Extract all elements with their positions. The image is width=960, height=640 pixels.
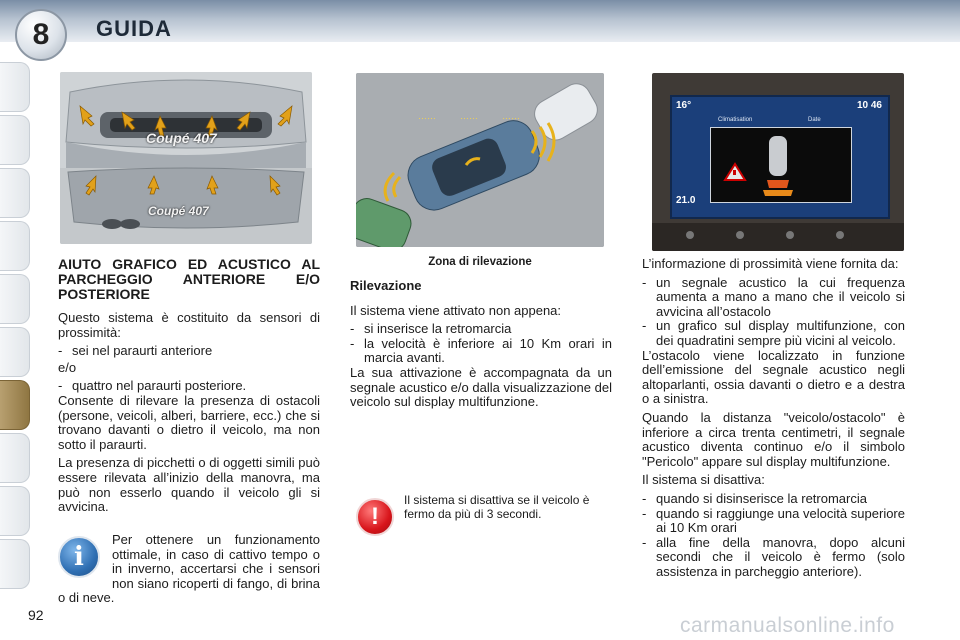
list-item: - quando si raggiunge una velocità superiore ai 10 Km orari (642, 505, 905, 536)
display-tab-left: Climatisation (718, 117, 753, 123)
list-item: - un segnale acustico la cui frequenza aumenta a mano a mano che il veicolo si avvicina all’ostacolo (642, 274, 905, 319)
warning-icon: ! (356, 498, 394, 536)
zone-label-1: …… (418, 111, 436, 121)
chapter-title: GUIDA (96, 16, 172, 41)
display-bezel-buttons (652, 223, 904, 251)
display-value: 21.0 (676, 195, 696, 206)
list-item: - quattro nel paraurti posteriore. (58, 379, 320, 394)
paragraph-intro: L’informazione di prossimità viene fornita da: (642, 256, 899, 271)
list-item-text: si inserisce la retromarcia (364, 321, 512, 337)
list-item-text: la velocità è inferiore ai 10 Km orari in marcia avanti. (364, 335, 612, 366)
chapter-tab[interactable] (0, 327, 30, 377)
subsection-heading: Rilevazione (350, 278, 422, 293)
list-item: - alla fine della manovra, dopo alcuni secondi che il veicolo è fermo (solo assistenza in parcheggio anteriore). (642, 534, 905, 579)
image-caption: Zona di rilevazione (428, 256, 532, 268)
column-2 (350, 279, 612, 414)
paragraph: Quando la distanza "veicolo/ostacolo" è inferiore a circa trenta centimetri, il segnale acustico diventa continuo e/o il simbolo "Pericolo" appare sul display multifunzione. (642, 409, 905, 469)
section-title: AIUTO GRAFICO ED ACUSTICO AL PARCHEGGIO ANTERIORE E/O POSTERIORE (58, 256, 320, 302)
or-text: e/o (58, 359, 77, 375)
page-number: 92 (28, 607, 44, 623)
list-item-text: un grafico sul display multifunzione, con dei quadratini sempre più vicini al veicolo. (656, 318, 905, 348)
chapter-tab-active[interactable] (0, 380, 30, 430)
chapter-tab[interactable] (0, 221, 30, 271)
car-badge-top: Coupé 407 (146, 130, 217, 146)
display-tab-right: Date (808, 117, 821, 123)
chapter-tab[interactable] (0, 433, 30, 483)
car-sensors-illustration (60, 72, 312, 244)
multifunction-display-photo (652, 73, 904, 251)
display-time: 10 46 (856, 100, 882, 111)
car-bumpers-graphic (60, 72, 312, 244)
chapter-tab[interactable] (0, 115, 30, 165)
list-item-text: quattro nel paraurti posteriore. (72, 378, 247, 394)
chapter-tab[interactable] (0, 168, 30, 218)
list-item: - si inserisce la retromarcia (350, 322, 612, 337)
chapter-tab[interactable] (0, 539, 30, 589)
column-3 (642, 257, 905, 579)
info-note-text: Per ottenere un funzionamento ottimale, in caso di cattivo tempo o in inverno, accertarsi che i sensori non siano ricoperti di fango, di brina o di neve. (58, 532, 320, 606)
list-item: - la velocità è inferiore ai 10 Km orari in marcia avanti. (350, 335, 612, 366)
list-item-text: quando si disinserisce la retromarcia (656, 490, 867, 506)
column-1 (58, 257, 320, 519)
list-item-text: quando si raggiunge una velocità superiore ai 10 Km orari (656, 505, 905, 536)
paragraph: La sua attivazione è accompagnata da un segnale acustico e/o dalla visualizzazione del veicolo sul display multifunzione. (350, 364, 612, 410)
paragraph: La presenza di picchetti o di oggetti simili può essere rilevata all’inizio della manovra, ma può non esserlo quando il veicolo gli si avvicina. (58, 455, 320, 515)
warning-note-text: Il sistema si disattiva se il veicolo è fermo da più di 3 secondi. (404, 493, 590, 521)
list-item: - quando si disinserisce la retromarcia (642, 492, 905, 507)
chapter-tab[interactable] (0, 62, 30, 112)
list-item: - un grafico sul display multifunzione, con dei quadratini sempre più vicini al veicolo. (642, 318, 905, 348)
chapter-number-badge: 8 (15, 9, 67, 61)
parking-graphic-panel (710, 127, 852, 203)
list-item-text: un segnale acustico la cui frequenza aumenta a mano a mano che il veicolo si avvicina all’ostacolo (656, 274, 905, 319)
paragraph-intro: Questo sistema è costituito da sensori di prossimità: (58, 310, 320, 340)
chapter-tab[interactable] (0, 486, 30, 536)
paragraph: Il sistema si disattiva: (642, 472, 765, 488)
detection-zone-illustration (356, 73, 604, 247)
display-screen (670, 95, 890, 219)
watermark[interactable]: carmanualsonline.info (680, 614, 895, 637)
list-item: - sei nel paraurti anteriore (58, 344, 320, 359)
car-badge-bottom: Coupé 407 (148, 204, 209, 218)
info-note (58, 533, 320, 606)
parking-car-graphic (711, 128, 851, 202)
zone-label-2: …… (460, 111, 478, 121)
parking-scene-graphic (356, 73, 604, 247)
paragraph-intro: Il sistema viene attivato non appena: (350, 302, 562, 318)
info-icon: i (58, 536, 100, 578)
zone-label-3: …… (502, 111, 520, 121)
display-temp: 16° (676, 100, 692, 111)
info-icon-spacer (58, 533, 112, 585)
chapter-tab[interactable] (0, 274, 30, 324)
paragraph: L’ostacolo viene localizzato in funzione dell’emissione del segnale acustico negli altoparlanti, ossia davanti o dietro e a destra o a sinistra. (642, 347, 905, 407)
paragraph: Consente di rilevare la presenza di ostacoli (persone, veicoli, alberi, barriere, ecc.) che si trovano davanti o dietro il veicolo, ma non sotto il paraurti. (58, 392, 320, 452)
list-item-text: sei nel paraurti anteriore (72, 343, 213, 359)
list-item-text: alla fine della manovra, dopo alcuni secondi che il veicolo è fermo (solo assistenza in parcheggio anteriore). (656, 534, 905, 579)
